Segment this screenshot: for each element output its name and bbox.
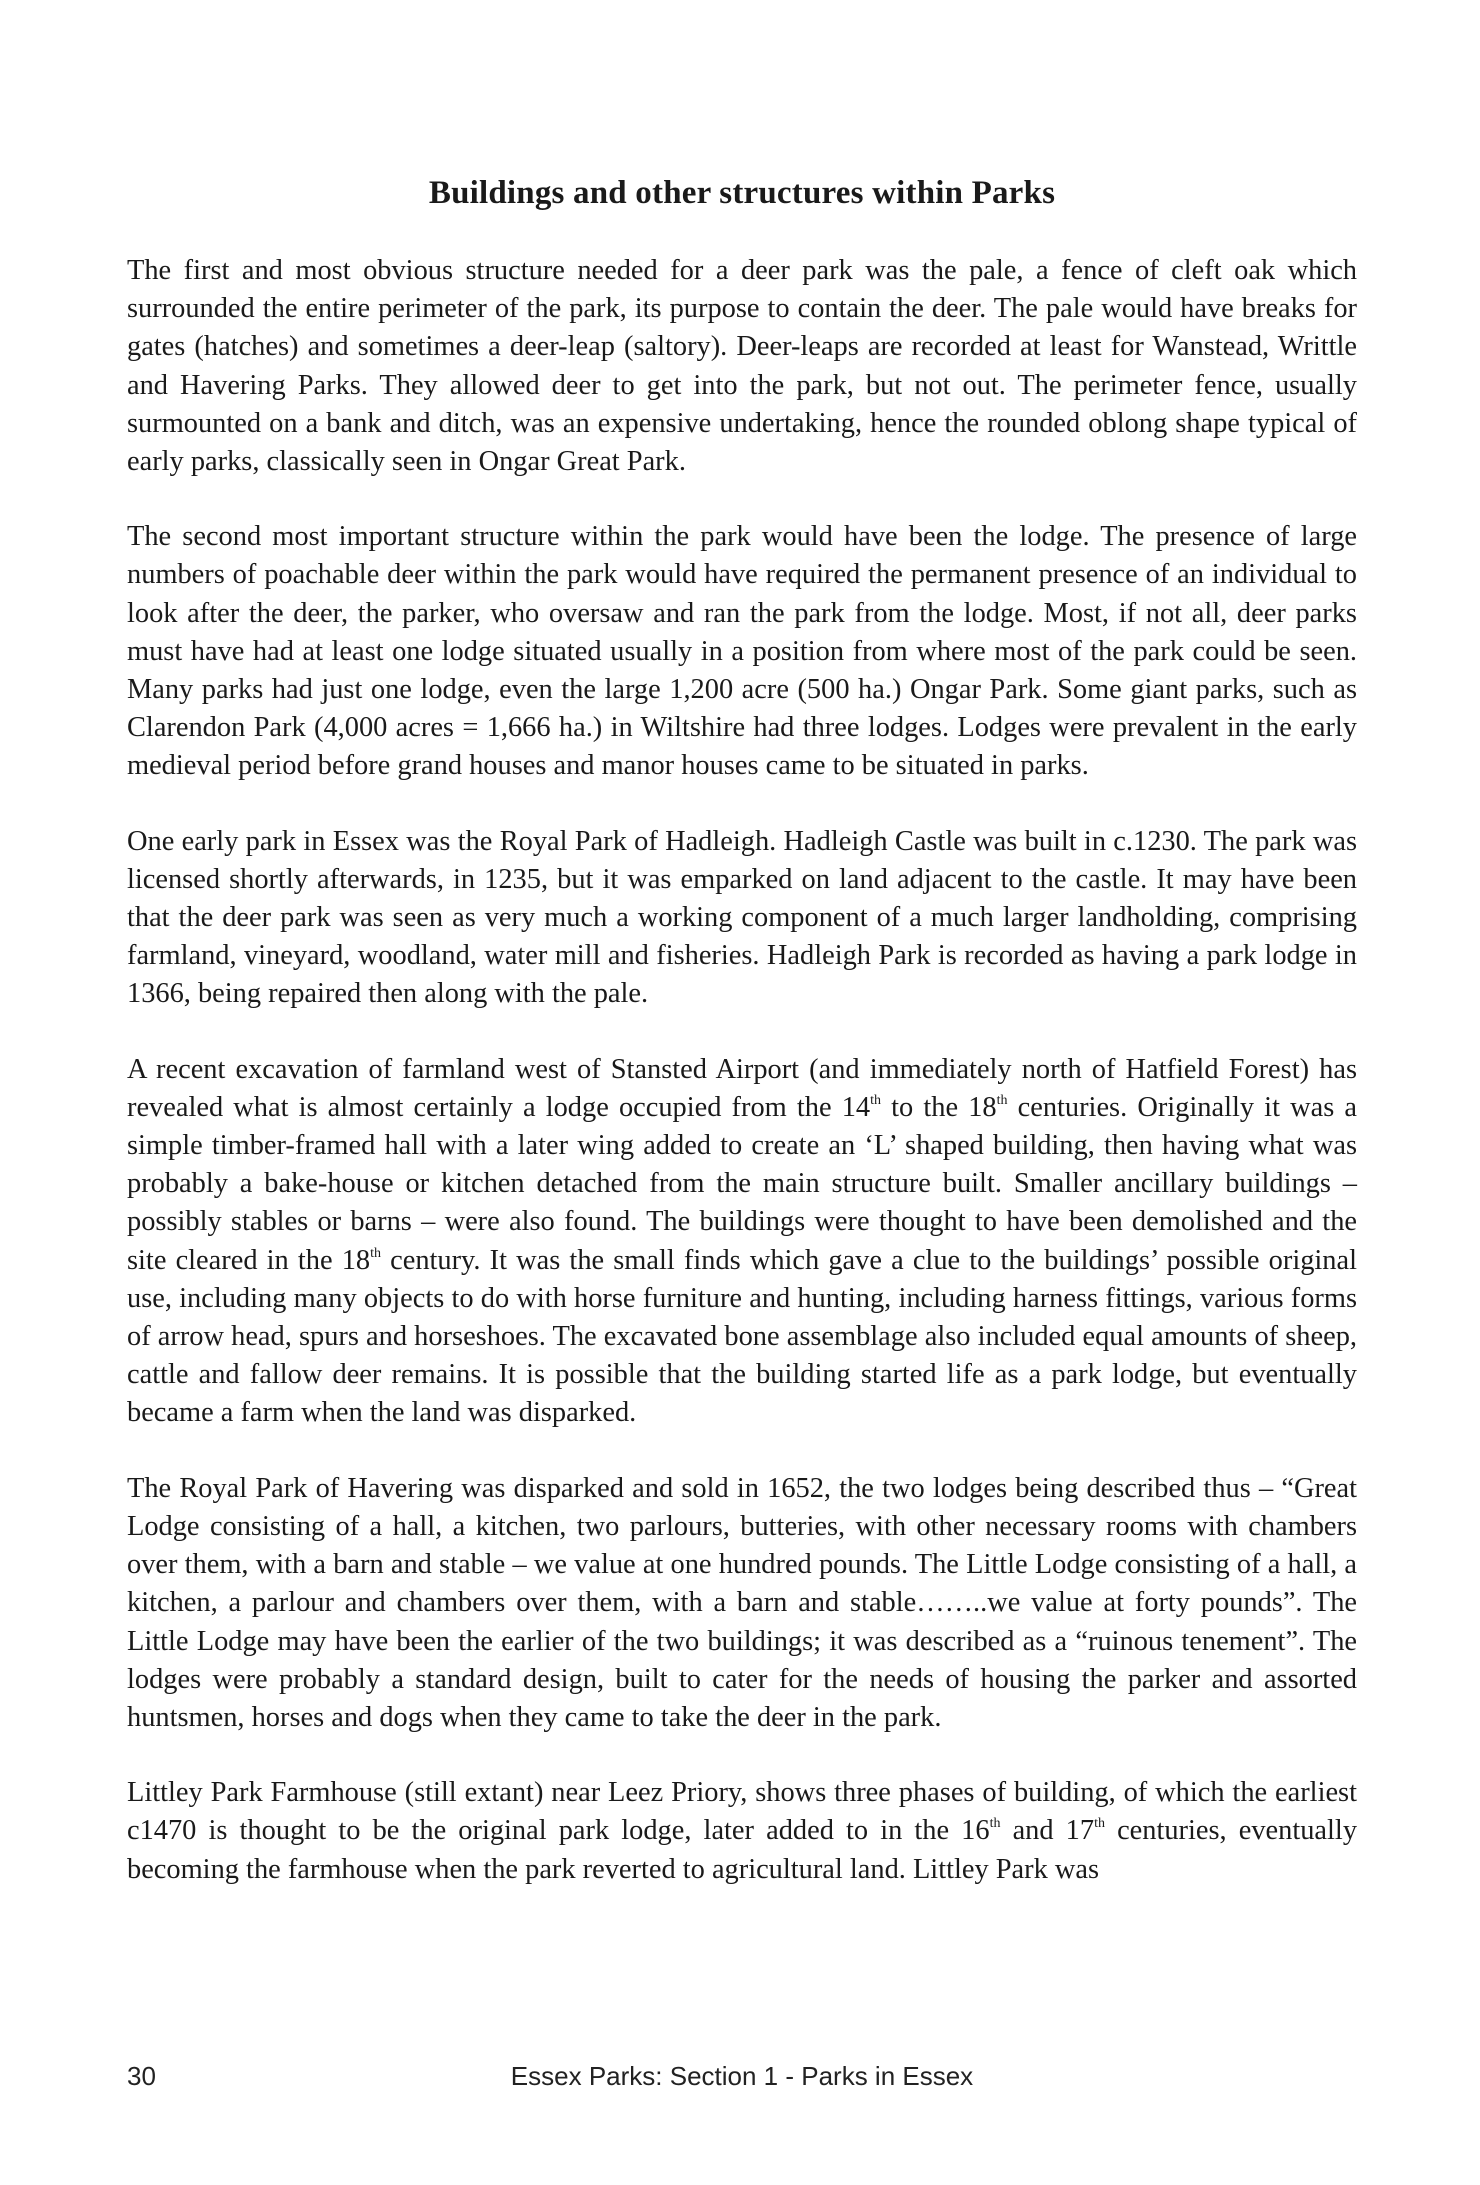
paragraph-text: The first and most obvious structure needed for a deer park was the pale, a fence of cleft oak which surrounded the entire perimeter of the park, its purpose to contain the deer. The pale would have breaks for gates (hatches) and sometimes a deer-leap (saltory). Deer-leaps are recorded at least for Wanstead, Writtle and Havering Parks. They allowed deer to get into the park, but not out. The perimeter fence, usually surmounted on a bank and ditch, was an expensive undertaking, hence the rounded oblong shape typical of early parks, classically seen in Ongar Great Park. bbox=[127, 255, 1357, 478]
body-paragraph bbox=[127, 823, 1357, 1014]
ordinal-superscript: th bbox=[996, 1092, 1008, 1108]
paragraph-text: Littley Park Farmhouse (still extant) near Leez Priory, shows three phases of building, of which the earliest c1470 is thought to be the original park lodge, later added to in the 16 bbox=[127, 1777, 1357, 1847]
body-paragraph bbox=[127, 1051, 1357, 1433]
page-number: 30 bbox=[127, 2061, 156, 2091]
ordinal-superscript: th bbox=[870, 1092, 881, 1108]
paragraph-text: The Royal Park of Havering was disparked and sold in 1652, the two lodges being described thus – “Great Lodge consisting of a hall, a kitchen, two parlours, butteries, with other necessary rooms with chambers over them, with a barn and stable – we value at one hundred pounds. The Little Lodge consisting of a hall, a kitchen, a parlour and chambers over them, with a barn and stable……..we value at forty pounds”. The Little Lodge may have been the earlier of the two buildings; it was described as a “ruinous tenement”. The lodges were probably a standard design, built to cater for the needs of housing the parker and assorted huntsmen, horses and dogs when they came to take the deer in the park. bbox=[127, 1472, 1357, 1733]
ordinal-superscript: th bbox=[989, 1816, 1001, 1832]
paragraph-text: One early park in Essex was the Royal Park of Hadleigh. Hadleigh Castle was built in c.1230. The park was licensed shortly afterwards, in 1235, but it was emparked on land adjacent to the castle. It may have been that the deer park was seen as very much a working component of a much larger landholding, comprising farmland, vineyard, woodland, water mill and fisheries. Hadleigh Park is recorded as having a park lodge in 1366, being repaired then along with the pale. bbox=[127, 825, 1357, 1010]
paragraph-text: centuries. Originally it was a simple timber-framed hall with a later wing added to create an ‘L’ shaped building, then having what was probably a bake-house or kitchen detached from the main structure built. Smaller ancillary buildings – possibly stables or barns – were also found. The buildings were thought to have been demolished and the site cleared in the 18 bbox=[127, 1091, 1357, 1276]
paragraph-text: centuries, eventually becoming the farmhouse when the park reverted to agricultural land. Littley Park was bbox=[127, 1815, 1358, 1885]
body-text bbox=[127, 252, 1357, 1889]
body-paragraph bbox=[127, 518, 1357, 785]
body-paragraph bbox=[127, 252, 1357, 481]
paragraph-text: The second most important structure within the park would have been the lodge. The presence of large numbers of poachable deer within the park would have required the permanent presence of an individual to look after the deer, the parker, who oversaw and ran the park from the lodge. Most, if not all, deer parks must have had at least one lodge situated usually in a position from where most of the park could be seen. Many parks had just one lodge, even the large 1,200 acre (500 ha.) Ongar Park. Some giant parks, such as Clarendon Park (4,000 acres = 1,666 ha.) in Wiltshire had three lodges. Lodges were prevalent in the early medieval period before grand houses and manor houses came to be situated in parks. bbox=[127, 521, 1357, 782]
paragraph-text: A recent excavation of farmland west of Stansted Airport (and immediately north of Hatfield Forest) has revealed what is almost certainly a lodge occupied from the 14 bbox=[127, 1053, 1357, 1123]
body-paragraph bbox=[127, 1774, 1357, 1889]
page-body bbox=[127, 175, 1357, 1926]
paragraph-text: and 17 bbox=[1000, 1815, 1095, 1847]
section-title: Buildings and other structures within Parks bbox=[428, 175, 1056, 211]
paragraph-text: to the 18 bbox=[881, 1091, 997, 1123]
ordinal-superscript: th bbox=[1094, 1816, 1105, 1832]
body-paragraph bbox=[127, 1470, 1357, 1737]
paragraph-text: century. It was the small finds which gave a clue to the buildings’ possible original use, including many objects to do with horse furniture and hunting, including harness fittings, various forms of arrow head, spurs and horseshoes. The excavated bone assemblage also included equal amounts of sheep, cattle and fallow deer remains. It is possible that the building started life as a park lodge, but eventually became a farm when the land was disparked. bbox=[127, 1244, 1357, 1429]
ordinal-superscript: th bbox=[370, 1245, 381, 1261]
running-title: Essex Parks: Section 1 - Parks in Essex bbox=[510, 2061, 974, 2091]
